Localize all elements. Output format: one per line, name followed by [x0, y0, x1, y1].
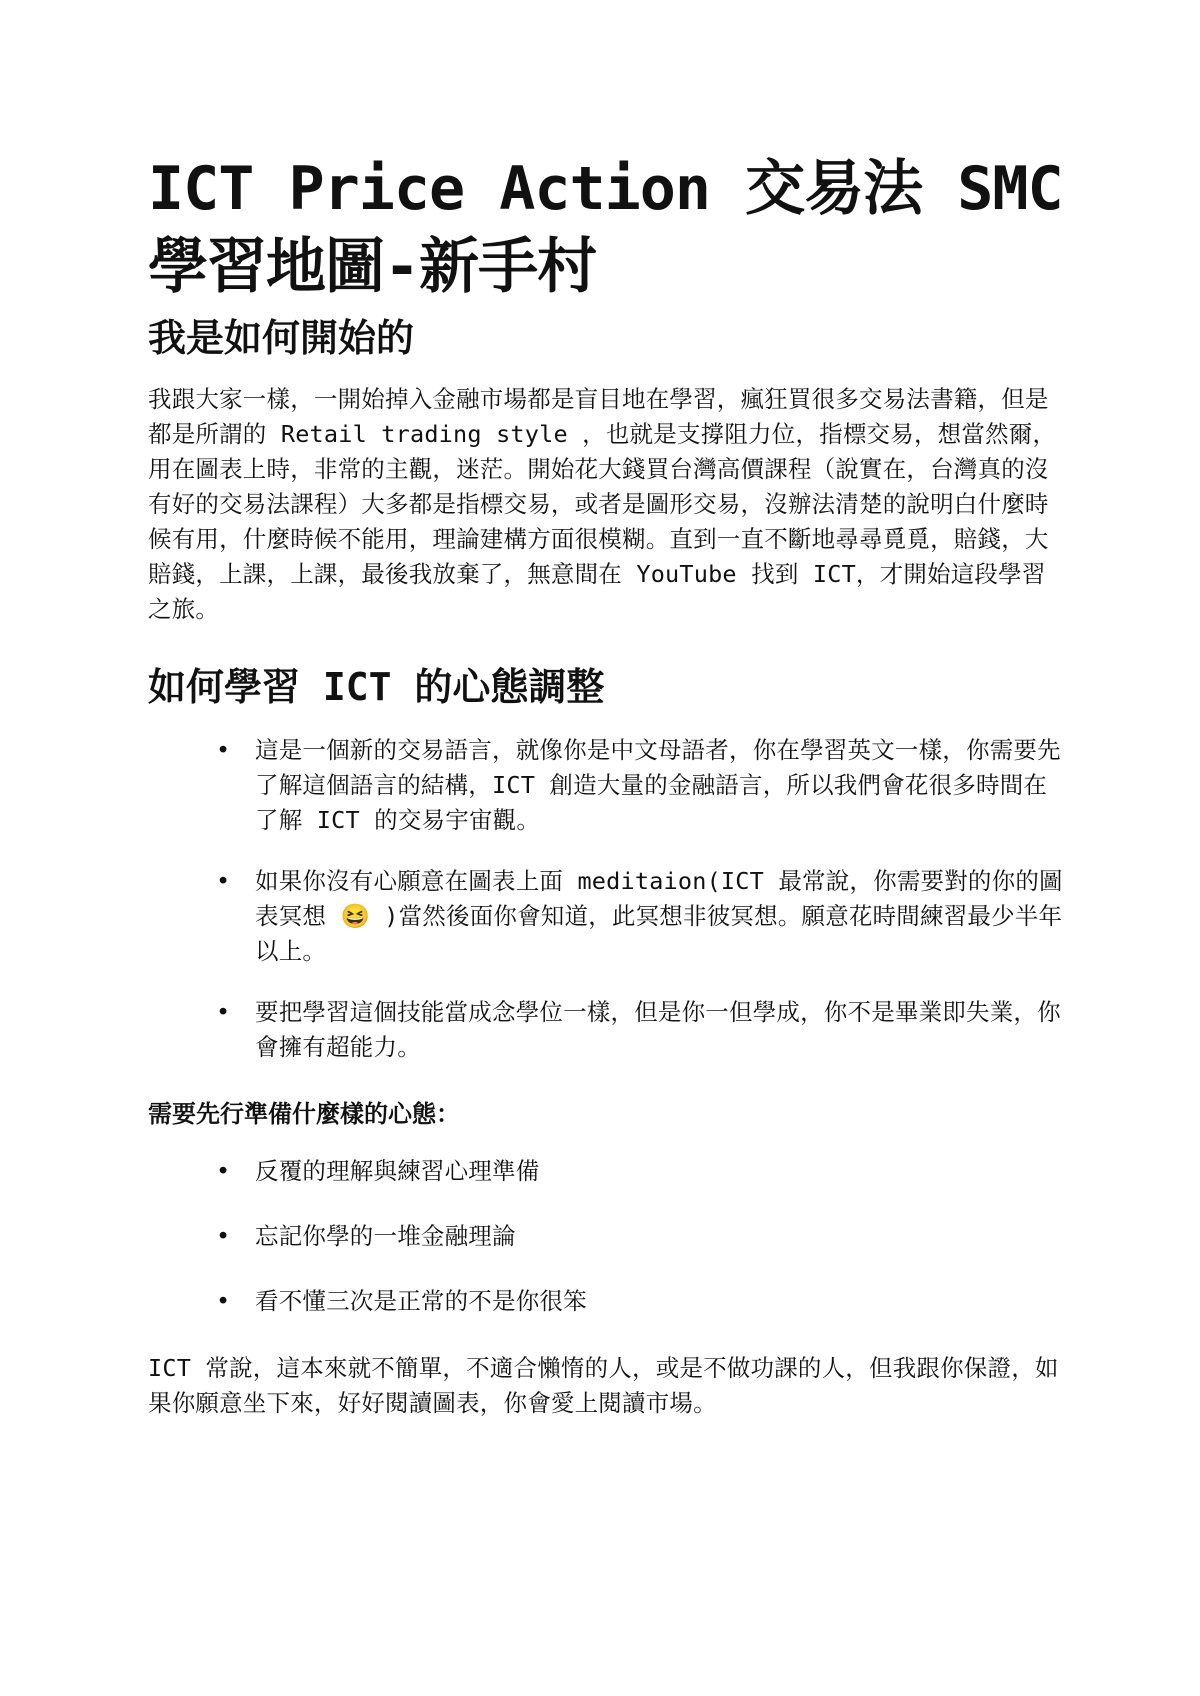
document-page: [148, 150, 1063, 1421]
bullet-item: • 要把學習這個技能當成念學位一樣，但是你一但學成，你不是畢業即失業，你會擁有超能力。: [148, 995, 1063, 1065]
mindset-prep-subheading: 需要先行準備什麼樣的心態：: [148, 1100, 460, 1128]
bullet-item: • 如果你沒有心願意在圖表上面 meditaion(ICT 最常說，你需要對的你的圖表冥想 😆 )當然後面你會知道，此冥想非彼冥想。願意花時間練習最少半年以上。: [148, 864, 1063, 969]
intro-paragraph: 我跟大家一樣，一開始掉入金融市場都是盲目地在學習，瘋狂買很多交易法書籍，但是都是所謂的 Retail trading style ，也就是支撐阻力位，指標交易，想當然爾，用在圖表上時，非常的主觀，迷茫。開始花大錢買台灣高價課程（說實在，台灣真的沒有好的交易法課程）大多都是指標交易，或者是圖形交易，沒辦法清楚的說明白什麼時候有用，什麼時候不能用，理論建構方面很模糊。直到一直不斷地尋尋覓覓，賠錢，大賠錢，上課，上課，最後我放棄了，無意間在 YouTube 找到 ICT，才開始這段學習之旅。: [148, 385, 1057, 623]
bullet-item: • 看不懂三次是正常的不是你很笨: [148, 1284, 1063, 1319]
document-title: ICT Price Action 交易法 SMC 學習地圖-新手村: [148, 154, 1063, 302]
bullet-item: • 反覆的理解與練習心理準備: [148, 1154, 1063, 1189]
bullet-item: • 這是一個新的交易語言，就像你是中文母語者，你在學習英文一樣，你需要先了解這個語言的結構，ICT 創造大量的金融語言，所以我們會花很多時間在了解 ICT 的交易宇宙觀。: [148, 733, 1063, 838]
section-heading-mindset: 如何學習 ICT 的心態調整: [148, 665, 605, 709]
mindset-bullet-list: [148, 733, 1063, 1065]
section-heading-how-i-started: 我是如何開始的: [148, 316, 415, 360]
bullet-item: • 忘記你學的一堆金融理論: [148, 1219, 1063, 1254]
closing-paragraph: ICT 常說，這本來就不簡單，不適合懶惰的人，或是不做功課的人，但我跟你保證，如果你願意坐下來，好好閱讀圖表，你會愛上閱讀市場。: [148, 1354, 1059, 1417]
prep-bullet-list: [148, 1154, 1063, 1319]
